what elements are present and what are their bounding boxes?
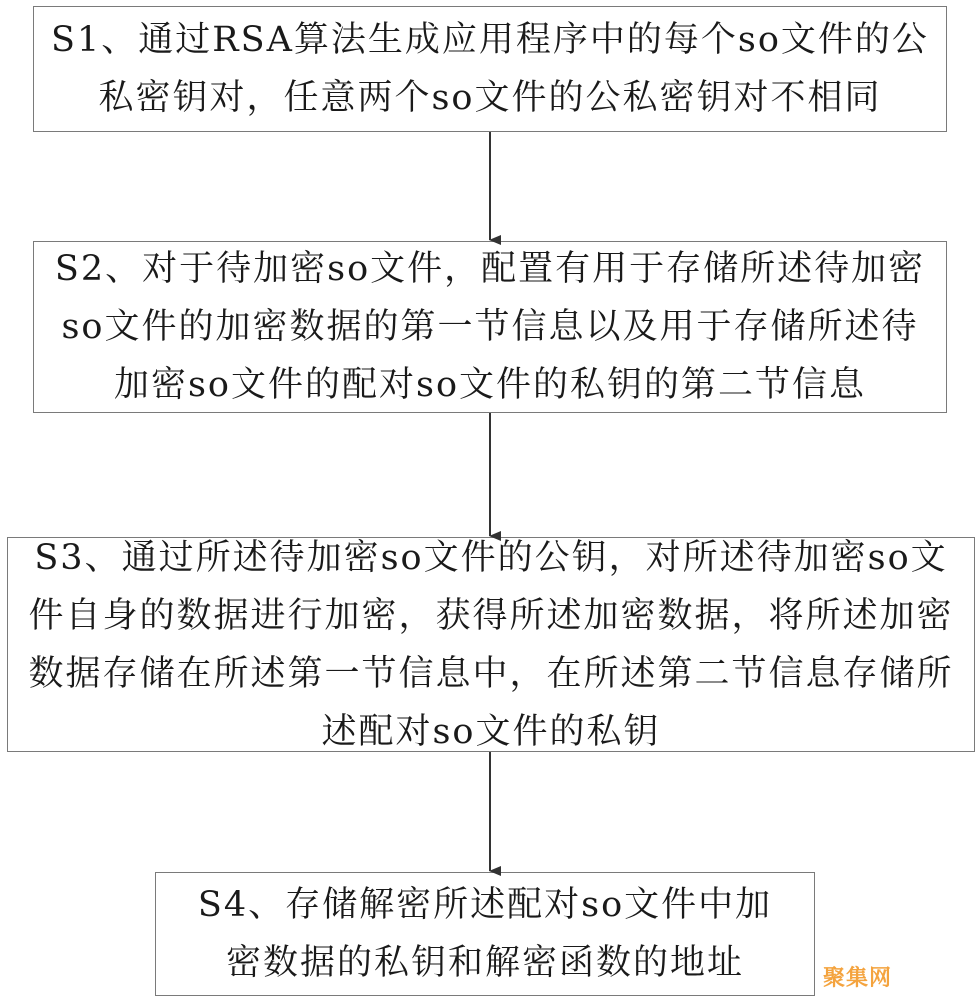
step-text-s2: S2、对于待加密so文件，配置有用于存储所述待加密so文件的加密数据的第一节信息以及用于存储所述待加密so文件的配对so文件的私钥的第二节信息 [54,249,926,405]
watermark-logo: 聚集网 [822,966,892,991]
step-text-s3: S3、通过所述待加密so文件的公钥，对所述待加密so文件自身的数据进行加密，获得所述加密数据，将所述加密数据存储在所述第一节信息中，在所述第二节信息存储所述配对so文件的私钥 [28,537,954,752]
step-text-s4: S4、存储解密所述配对so文件中加密数据的私钥和解密函数的地址 [197,885,773,983]
step-text-s1: S1、通过RSA算法生成应用程序中的每个so文件的公私密钥对，任意两个so文件的公私密钥对不相同 [51,20,929,118]
